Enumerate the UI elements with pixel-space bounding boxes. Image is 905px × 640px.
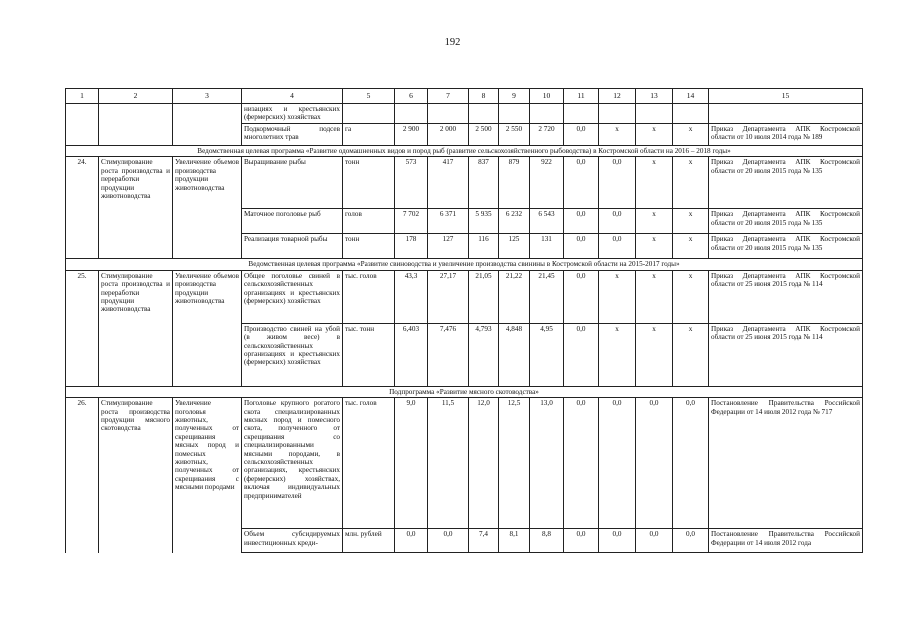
value-cell: 7 702: [395, 209, 428, 234]
value-cell: 0,0: [599, 209, 636, 234]
value-cell: 0,0: [564, 323, 599, 386]
col-header: 4: [242, 89, 343, 104]
unit-cell: га: [343, 124, 395, 146]
value-cell: 0,0: [564, 157, 599, 209]
value-cell: х: [673, 270, 709, 323]
table-row: [66, 104, 863, 124]
value-cell: 131: [530, 234, 564, 259]
col-header: 3: [173, 89, 242, 104]
basis-cell: Приказ Департамента АПК Костромской области от 20 июля 2015 года № 135: [709, 157, 863, 209]
program-title: Подпрограмма «Развитие мясного скотоводства»: [66, 386, 863, 397]
program-title-row: [66, 386, 863, 397]
col-header: 7: [428, 89, 469, 104]
value-cell: х: [673, 124, 709, 146]
value-cell: х: [599, 323, 636, 386]
indicator-cell: Выращивание рыбы: [242, 157, 343, 209]
col-header: 11: [564, 89, 599, 104]
value-cell: 116: [469, 234, 499, 259]
task-cell: Увеличение объемов производства продукции животноводства: [173, 157, 242, 259]
indicator-cell: Маточное поголовье рыб: [242, 209, 343, 234]
program-title-row: [66, 146, 863, 157]
row-number: 26.: [66, 398, 99, 553]
col-header: 5: [343, 89, 395, 104]
value-cell: 0,0: [428, 529, 469, 553]
unit-cell: тыс. голов: [343, 398, 395, 529]
row-number: 25.: [66, 270, 99, 386]
value-cell: 0,0: [395, 529, 428, 553]
value-cell: 0,0: [564, 209, 599, 234]
value-cell: 11,5: [428, 398, 469, 529]
basis-cell: Приказ Департамента АПК Костромской области от 10 июля 2014 года № 189: [709, 124, 863, 146]
unit-cell: млн. рублей: [343, 529, 395, 553]
value-cell: 2 000: [428, 124, 469, 146]
value-cell: 9,0: [395, 398, 428, 529]
value-cell: 0,0: [564, 270, 599, 323]
value-cell: 0,0: [564, 398, 599, 529]
value-cell: 0,0: [564, 234, 599, 259]
value-cell: 2 500: [469, 124, 499, 146]
value-cell: 5 935: [469, 209, 499, 234]
table-row: [66, 270, 863, 323]
task-cell: Увеличение объемов производства продукции животноводства: [173, 270, 242, 386]
value-cell: 6 371: [428, 209, 469, 234]
value-cell: 2 550: [499, 124, 530, 146]
value-cell: 0,0: [599, 234, 636, 259]
value-cell: 21,22: [499, 270, 530, 323]
value-cell: 0,0: [673, 398, 709, 529]
value-cell: 4,95: [530, 323, 564, 386]
value-cell: 127: [428, 234, 469, 259]
value-cell: 27,17: [428, 270, 469, 323]
indicators-table: [65, 88, 863, 553]
value-cell: 0,0: [564, 124, 599, 146]
value-cell: х: [673, 323, 709, 386]
value-cell: 8,8: [530, 529, 564, 553]
value-cell: х: [599, 124, 636, 146]
value-cell: 2 720: [530, 124, 564, 146]
value-cell: 922: [530, 157, 564, 209]
value-cell: х: [636, 234, 673, 259]
value-cell: 21,45: [530, 270, 564, 323]
value-cell: 7,4: [469, 529, 499, 553]
value-cell: 125: [499, 234, 530, 259]
basis-cell: Приказ Департамента АПК Костромской области от 20 июля 2015 года № 135: [709, 209, 863, 234]
program-title-row: [66, 259, 863, 270]
unit-cell: тонн: [343, 234, 395, 259]
col-header: 9: [499, 89, 530, 104]
value-cell: 13,0: [530, 398, 564, 529]
col-header: 15: [709, 89, 863, 104]
value-cell: 6,403: [395, 323, 428, 386]
value-cell: 0,0: [673, 529, 709, 553]
basis-cell: Приказ Департамента АПК Костромской области от 25 июня 2015 года № 114: [709, 323, 863, 386]
basis-cell: Постановление Правительства Российской Федерации от 14 июля 2012 года № 717: [709, 398, 863, 529]
value-cell: х: [599, 270, 636, 323]
table-row: [66, 124, 863, 146]
value-cell: 4,793: [469, 323, 499, 386]
value-cell: х: [636, 270, 673, 323]
basis-cell: Приказ Департамента АПК Костромской области от 25 июня 2015 года № 114: [709, 270, 863, 323]
program-title: Ведомственная целевая программа «Развитие одомашненных видов и пород рыб (развитие сельскохозяйственного рыбоводства) в Костромской области на 2016 – 2018 годы»: [66, 146, 863, 157]
value-cell: х: [636, 124, 673, 146]
task-cell: Увеличение поголовья животных, полученных от скрещивания мясных пород и помесных животных, полученных от скрещивания с мясными породами: [173, 398, 242, 553]
value-cell: х: [636, 157, 673, 209]
column-header-row: [66, 89, 863, 104]
goal-cell: Стимулирование роста производства продукции мясного скотоводства: [99, 398, 173, 553]
value-cell: 417: [428, 157, 469, 209]
unit-cell: голов: [343, 209, 395, 234]
row-number: 24.: [66, 157, 99, 259]
indicator-cell: Объем субсидируемых инвестиционных креди-: [242, 529, 343, 553]
table-row: [66, 398, 863, 529]
col-header: 13: [636, 89, 673, 104]
value-cell: 0,0: [636, 529, 673, 553]
value-cell: 7,476: [428, 323, 469, 386]
value-cell: х: [673, 209, 709, 234]
basis-cell: Постановление Правительства Российской Федерации от 14 июля 2012 года: [709, 529, 863, 553]
basis-cell: Приказ Департамента АПК Костромской области от 20 июля 2015 года № 135: [709, 234, 863, 259]
value-cell: 8,1: [499, 529, 530, 553]
indicator-cell: Производство свиней на убой (в живом весе) в сельскохозяйственных организациях и крестьянских (фермерских) хозяйствах: [242, 323, 343, 386]
indicator-cell: низациях и крестьянских (фермерских) хозяйствах: [242, 104, 343, 124]
value-cell: х: [673, 234, 709, 259]
value-cell: 6 543: [530, 209, 564, 234]
col-header: 8: [469, 89, 499, 104]
value-cell: 178: [395, 234, 428, 259]
indicator-cell: Общее поголовье свиней в сельскохозяйственных организациях и крестьянских (фермерских) хозяйствах: [242, 270, 343, 323]
value-cell: 4,848: [499, 323, 530, 386]
value-cell: х: [673, 157, 709, 209]
value-cell: 12,5: [499, 398, 530, 529]
unit-cell: тонн: [343, 157, 395, 209]
value-cell: 837: [469, 157, 499, 209]
value-cell: х: [636, 323, 673, 386]
indicator-cell: Реализация товарной рыбы: [242, 234, 343, 259]
value-cell: 21,05: [469, 270, 499, 323]
value-cell: 2 900: [395, 124, 428, 146]
indicator-cell: Подкормочный подсев многолетних трав: [242, 124, 343, 146]
value-cell: 573: [395, 157, 428, 209]
page-number: 192: [444, 37, 461, 48]
value-cell: 0,0: [636, 398, 673, 529]
value-cell: 0,0: [599, 529, 636, 553]
col-header: 2: [99, 89, 173, 104]
table-row: [66, 157, 863, 209]
value-cell: 879: [499, 157, 530, 209]
value-cell: х: [636, 209, 673, 234]
value-cell: 0,0: [599, 398, 636, 529]
unit-cell: тыс. голов: [343, 270, 395, 323]
col-header: 1: [66, 89, 99, 104]
value-cell: 6 232: [499, 209, 530, 234]
col-header: 10: [530, 89, 564, 104]
value-cell: 12,0: [469, 398, 499, 529]
col-header: 6: [395, 89, 428, 104]
goal-cell: Стимулирование роста производства и переработки продукции животноводства: [99, 270, 173, 386]
unit-cell: тыс. тонн: [343, 323, 395, 386]
value-cell: 0,0: [599, 157, 636, 209]
col-header: 12: [599, 89, 636, 104]
value-cell: 0,0: [564, 529, 599, 553]
program-title: Ведомственная целевая программа «Развитие свиноводства и увеличение производства свинины в Костромской области на 2015-2017 годы»: [66, 259, 863, 270]
indicator-cell: Поголовье крупного рогатого скота специализированных мясных пород и помесного скота, полученного от скрещивания со специализированными мясными породами, в сельскохозяйственных организациях, крестьянских (фермерских) хозяйствах, включая индивидуальных предпринимателей: [242, 398, 343, 529]
value-cell: 43,3: [395, 270, 428, 323]
col-header: 14: [673, 89, 709, 104]
goal-cell: Стимулирование роста производства и переработки продукции животноводства: [99, 157, 173, 259]
